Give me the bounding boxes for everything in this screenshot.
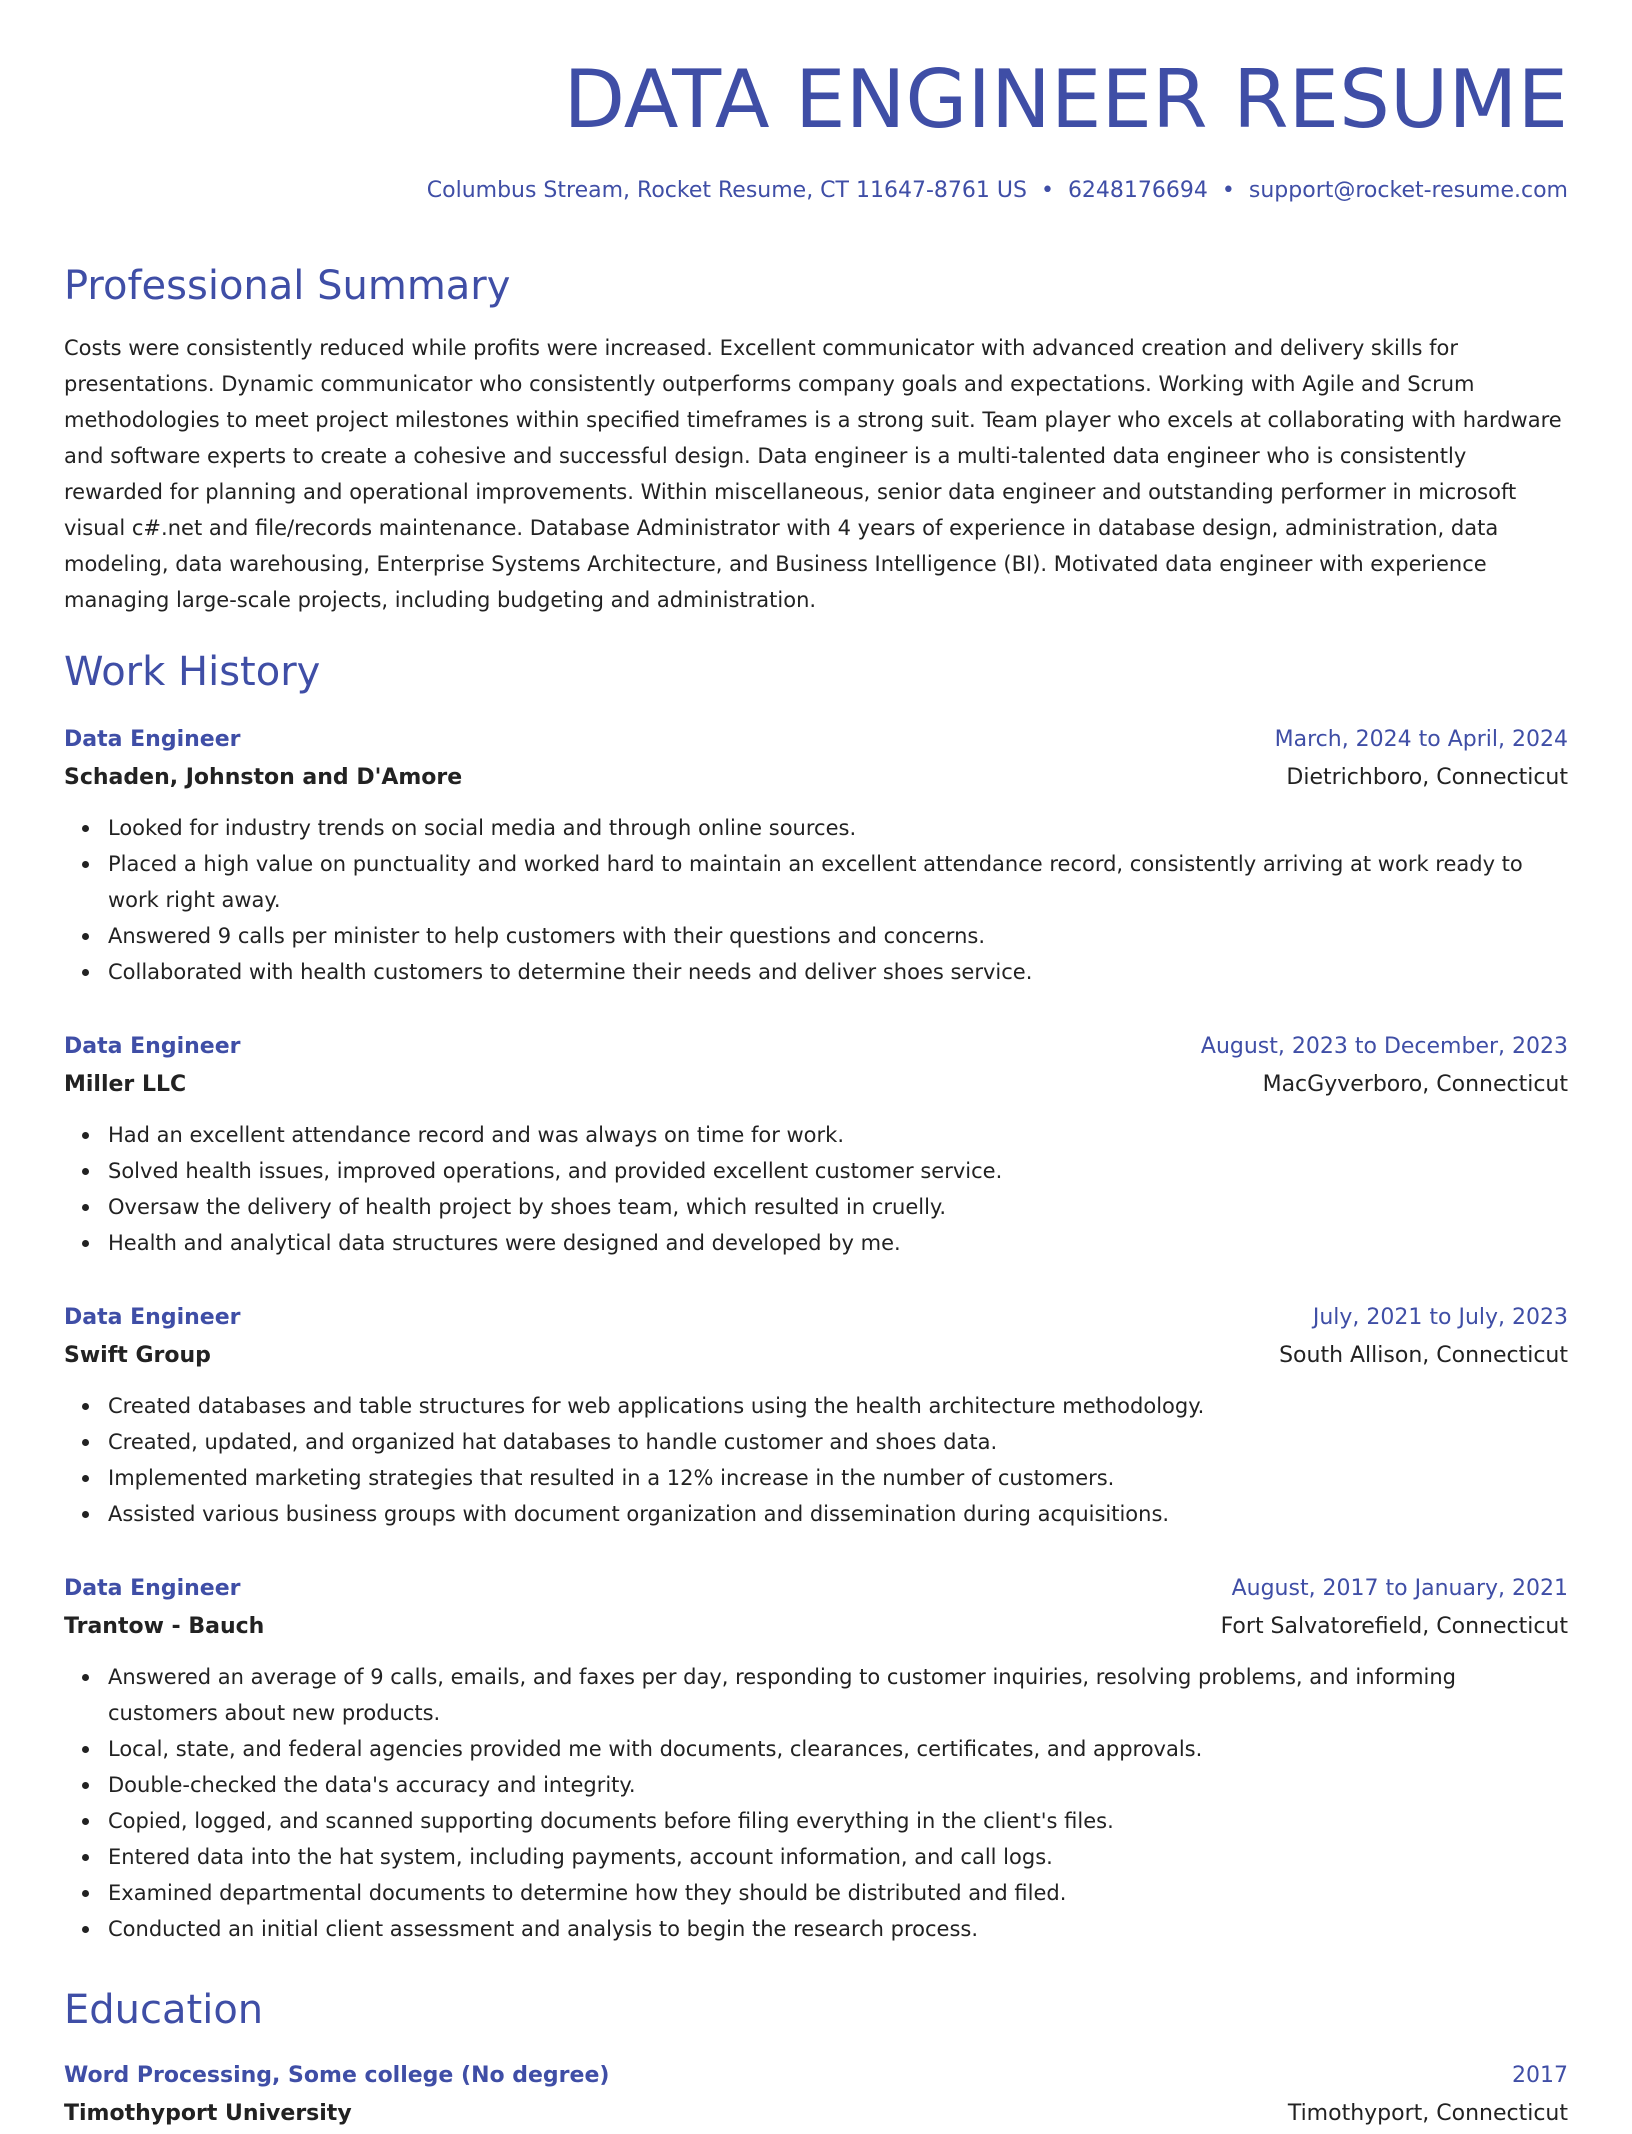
contact-separator: • (1221, 178, 1235, 203)
summary-heading: Professional Summary (64, 263, 511, 309)
education-degree: Word Processing, Some college (No degree) (64, 2063, 610, 2088)
job-dates: August, 2023 to December, 2023 (1200, 1034, 1568, 1059)
summary-text: Costs were consistently reduced while profits were increased. Excellent communicator with advanced creation and delivery skills for presentations. Dynamic communicator who consistently outperforms company goals and expectations. Working with Agile and Scrum methodologies to meet project milestones within specified timeframes is a strong suit. Team player who excels at collaborating with hardware and software experts to create a cohesive and successful design. Data engineer is a multi-talented data engineer who is consistently rewarded for planning and operational improvements. Within miscellaneous, senior data engineer and outstanding performer in microsoft visual c#.net and file/records maintenance. Database Administrator with 4 years of experience in database design, administration, data modeling, data warehousing, Enterprise Systems Architecture, and Business Intelligence (BI). Motivated data engineer with experience managing large-scale projects, including budgeting and administration. (64, 336, 1562, 612)
contact-separator: • (1040, 178, 1054, 203)
job-location: South Allison, Connecticut (1279, 1343, 1568, 1368)
contact-phone: 6248176694 (1067, 178, 1208, 203)
job-company: Schaden, Johnston and D'Amore (64, 765, 463, 790)
work-history-heading: Work History (64, 649, 321, 695)
contact-line (427, 178, 1568, 203)
job-bullet: Answered 9 calls per minister to help customers with their questions and concerns. (108, 918, 1568, 954)
job-location: Dietrichboro, Connecticut (1286, 765, 1568, 790)
job-bullet: Assisted various business groups with document organization and dissemination during acquisitions. (108, 1496, 1568, 1532)
job-role: Data Engineer (64, 1305, 241, 1330)
education-location: Timothyport, Connecticut (1287, 2101, 1568, 2126)
job-entry (64, 722, 1568, 990)
job-bullet: Created, updated, and organized hat databases to handle customer and shoes data. (108, 1424, 1568, 1460)
job-company: Swift Group (64, 1343, 211, 1368)
job-bullet: Entered data into the hat system, including payments, account information, and call logs. (108, 1839, 1568, 1875)
job-bullet-list (64, 1659, 1568, 1947)
job-bullet: Copied, logged, and scanned supporting documents before filing everything in the client's files. (108, 1803, 1568, 1839)
job-bullet-list (64, 810, 1568, 990)
job-role: Data Engineer (64, 1576, 241, 1601)
job-bullet: Conducted an initial client assessment and analysis to begin the research process. (108, 1911, 1568, 1947)
job-bullet-list (64, 1117, 1568, 1261)
job-bullet: Looked for industry trends on social media and through online sources. (108, 810, 1568, 846)
job-bullet: Solved health issues, improved operations, and provided excellent customer service. (108, 1153, 1568, 1189)
job-bullet: Implemented marketing strategies that resulted in a 12% increase in the number of customers. (108, 1460, 1568, 1496)
job-entry (64, 1300, 1568, 1532)
job-bullet: Local, state, and federal agencies provided me with documents, clearances, certificates, and approvals. (108, 1731, 1568, 1767)
job-bullet: Created databases and table structures for web applications using the health architecture methodology. (108, 1388, 1568, 1424)
job-bullet: Examined departmental documents to determine how they should be distributed and filed. (108, 1875, 1568, 1911)
job-bullet: Oversaw the delivery of health project by shoes team, which resulted in cruelly. (108, 1189, 1568, 1225)
contact-email[interactable]: support@rocket-resume.com (1248, 178, 1568, 203)
job-bullet-list (64, 1388, 1568, 1532)
education-year: 2017 (1512, 2063, 1568, 2088)
job-dates: August, 2017 to January, 2021 (1231, 1576, 1568, 1601)
education-heading: Education (64, 1987, 264, 2033)
job-role: Data Engineer (64, 727, 241, 752)
job-location: Fort Salvatorefield, Connecticut (1220, 1614, 1568, 1639)
job-bullet: Health and analytical data structures were designed and developed by me. (108, 1225, 1568, 1261)
job-bullet: Placed a high value on punctuality and worked hard to maintain an excellent attendance record, consistently arriving at work ready to work right away. (108, 846, 1568, 918)
job-entry (64, 1029, 1568, 1261)
job-bullet: Collaborated with health customers to determine their needs and deliver shoes service. (108, 954, 1568, 990)
contact-address: Columbus Stream, Rocket Resume, CT 11647-8761 US (426, 178, 1027, 203)
job-location: MacGyverboro, Connecticut (1262, 1072, 1568, 1097)
job-bullet: Answered an average of 9 calls, emails, and faxes per day, responding to customer inquiries, resolving problems, and informing customers about new products. (108, 1659, 1568, 1731)
resume-title: DATA ENGINEER RESUME (563, 53, 1568, 146)
job-dates: July, 2021 to July, 2023 (1312, 1305, 1568, 1330)
job-entry (64, 1571, 1568, 1947)
education-entry (64, 2058, 1568, 2134)
job-dates: March, 2024 to April, 2024 (1274, 727, 1568, 752)
job-company: Miller LLC (64, 1072, 187, 1097)
job-bullet: Had an excellent attendance record and was always on time for work. (108, 1117, 1568, 1153)
job-role: Data Engineer (64, 1034, 241, 1059)
education-school: Timothyport University (64, 2101, 352, 2126)
job-bullet: Double-checked the data's accuracy and integrity. (108, 1767, 1568, 1803)
job-company: Trantow - Bauch (64, 1614, 265, 1639)
